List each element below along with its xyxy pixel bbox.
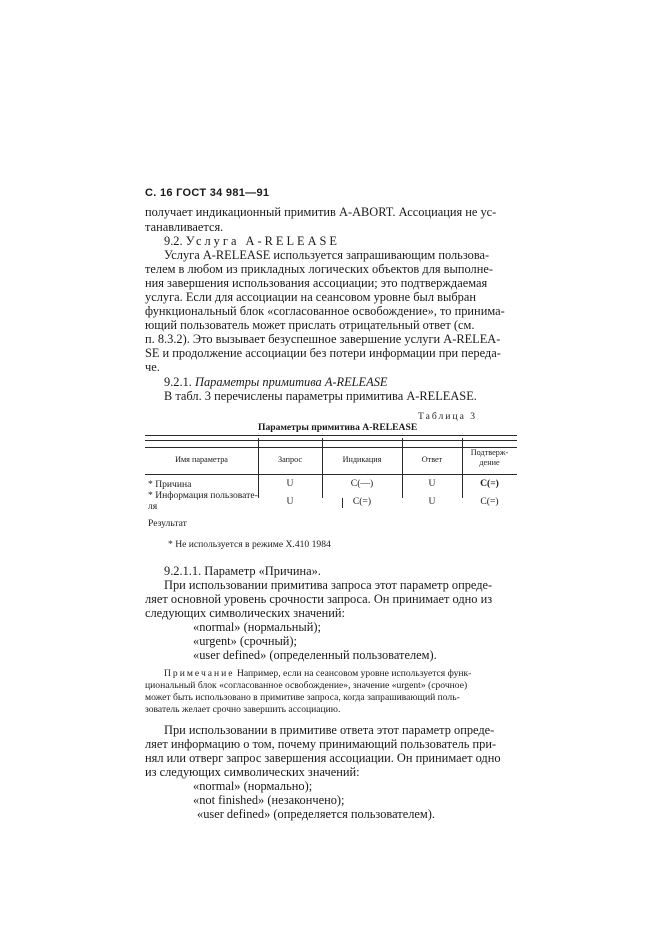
section-9-2-1-title: Параметры примитива A-RELEASE xyxy=(195,375,388,389)
section-9-2-title: Услуга A-RELEASE xyxy=(185,234,340,248)
section-9-2-number: 9.2. xyxy=(164,234,183,248)
note-line-3: может быть использовано в примитиве запроса, когда запрашивающий поль- xyxy=(145,692,460,703)
intro-line-2: танавливается. xyxy=(145,220,224,234)
th-param-name: Имя параметра xyxy=(175,455,228,464)
section-9-2-1-1-line-2: ляет основной уровень срочности запроса. Он принимает одно из xyxy=(145,592,493,606)
section-9-2-line-9: че. xyxy=(145,360,160,374)
th-request: Запрос xyxy=(277,455,303,464)
section-9-2-line-6: ющий пользователь может прислать отрицательный ответ (см. xyxy=(145,318,475,332)
row-3-name: Результат xyxy=(148,518,187,529)
row-2-name-cont: ля xyxy=(148,501,158,512)
row-1-response: U xyxy=(428,478,436,489)
intro-line-1: получает индикационный примитив A-ABORT. Ассоциация не ус- xyxy=(145,205,497,219)
row-2-indication: C(=) xyxy=(352,496,372,507)
note-line-2: циональный блок «согласованное освобождение», значение «urgent» (срочное) xyxy=(145,680,468,691)
response-value-2: «not finished» (незакончено); xyxy=(193,793,345,807)
th-confirm-2: дение xyxy=(479,458,500,467)
table-label: Таблица 3 xyxy=(418,411,478,422)
response-line-4: из следующих символических значений: xyxy=(145,765,360,779)
section-9-2-1-1-value-2: «urgent» (срочный); xyxy=(193,634,298,648)
section-9-2-line-8: SE и продолжение ассоциации без потери информации при переда- xyxy=(145,346,501,360)
row-1-name: * Причина xyxy=(148,479,192,490)
note-line-1 xyxy=(164,668,471,679)
section-9-2-line-3: ния завершения использования ассоциации; это подтверждаемая xyxy=(145,276,488,290)
response-line-3: нял или отверг запрос завершения ассоциации. Он принимает одно xyxy=(145,751,501,765)
row-2-name: * Информация пользовате- xyxy=(148,490,258,501)
section-9-2-1-1-line-1: При использовании примитива запроса этот параметр опреде- xyxy=(164,578,493,592)
table-footnote: * Не используется в режиме X.410 1984 xyxy=(168,539,331,550)
response-value-1: «normal» (нормально); xyxy=(193,779,313,793)
section-9-2-heading xyxy=(164,234,340,249)
response-line-1: При использовании в примитиве ответа этот параметр опреде- xyxy=(164,723,495,737)
row-2-response: U xyxy=(428,496,436,507)
row-2-confirm: C(=) xyxy=(480,496,499,507)
section-9-2-line-7: п. 8.3.2). Это вызывает безуспешное завершение услуги A-RELEA- xyxy=(145,332,501,346)
table-header-bottom-rule xyxy=(145,474,517,475)
row-1-confirm: C(=) xyxy=(480,478,499,489)
note-line-4: зователь желает срочно завершить ассоциацию. xyxy=(145,704,341,715)
section-9-2-1-1-heading: 9.2.1.1. Параметр «Причина». xyxy=(164,564,321,578)
row-2-request: U xyxy=(286,496,294,507)
section-9-2-line-2: телем в любом из прикладных логических объектов для выполне- xyxy=(145,262,493,276)
section-9-2-1-number: 9.2.1. xyxy=(164,375,192,389)
response-value-3: «user defined» (определяется пользователем). xyxy=(197,807,435,821)
row-1-indication: C(—) xyxy=(350,478,374,489)
section-9-2-line-4: услуга. Если для ассоциации на сеансовом уровне был выбран xyxy=(145,290,476,304)
row-1-request: U xyxy=(286,478,294,489)
section-9-2-line-1: Услуга A-RELEASE используется запрашивающим пользова- xyxy=(164,248,490,262)
section-9-2-1-line: В табл. 3 перечислены параметры примитива A-RELEASE. xyxy=(164,389,477,403)
note-text-1: Например, если на сеансовом уровне используется функ- xyxy=(236,668,472,679)
note-label: Примечание xyxy=(164,668,235,679)
section-9-2-1-1-value-3: «user defined» (определенный пользователем). xyxy=(193,648,437,662)
section-9-2-1-1-value-1: «normal» (нормальный); xyxy=(193,620,321,634)
section-9-2-line-5: функциональный блок «согласованное освобождение», то принима- xyxy=(145,304,505,318)
table-top-rule xyxy=(145,435,517,436)
table-caption: Параметры примитива A-RELEASE xyxy=(258,422,418,433)
page-header: С. 16 ГОСТ 34 981—91 xyxy=(145,187,270,199)
section-9-2-1-1-line-3: следующих символических значений: xyxy=(145,606,345,620)
section-9-2-1-heading xyxy=(164,375,387,390)
th-indication: Индикация xyxy=(342,455,382,464)
th-response: Ответ xyxy=(421,455,443,464)
response-line-2: ляет информацию о том, почему принимающий пользователь при- xyxy=(145,737,497,751)
th-confirm-1: Подтверж- xyxy=(470,448,509,457)
